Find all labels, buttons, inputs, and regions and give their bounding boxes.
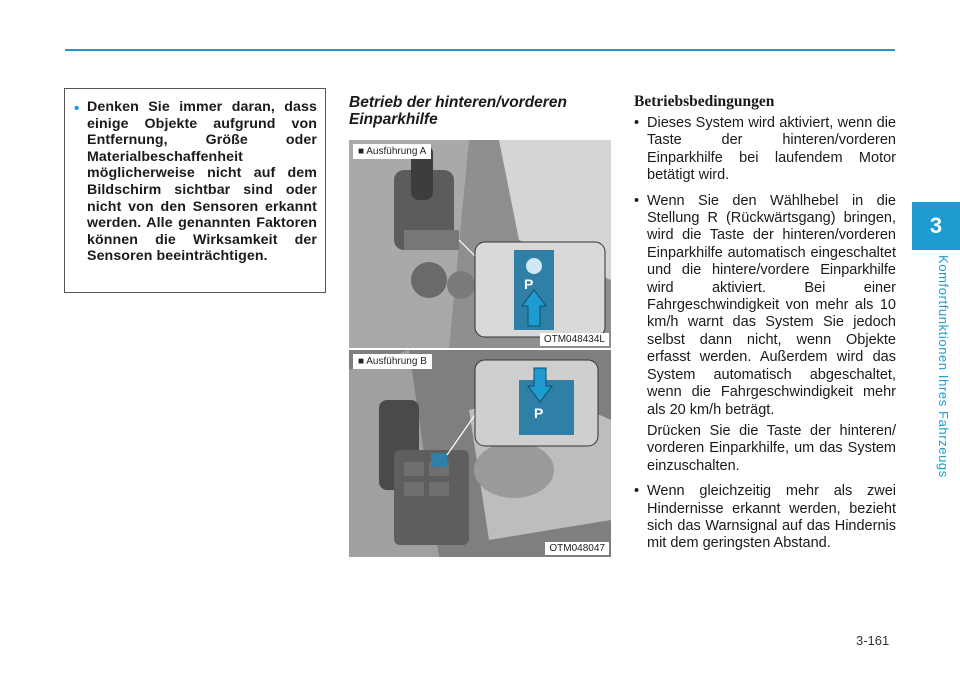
section-title: Betrieb der hinteren/vorderen Einparkhilfe [349,94,567,128]
photo-version-a [349,140,611,348]
page-number: 3-161 [856,633,890,648]
chapter-title: Komfortfunktionen Ihres Fahrzeugs [936,255,951,478]
conditions-heading: Betriebsbedingungen [634,93,775,110]
list-item-text: Wenn Sie den Wählhebel in die Stellung R (Rückwärtsgang) bringen, wird die Taste der hinteren/vorderen Einparkhilfe automatisch eingeschaltet und die hintere/vordere Einparkhilfe wird aktiviert. Bei einer Fahrgeschwindigkeit von mehr als 10 km/h warnt das System Sie jedoch selbst dann nicht, wenn Objekte erfasst werden. Außerdem wird das System automatisch abgeschaltet, wenn die Fahrgeschwindigkeit mehr als 20 km/h beträgt. [647,192,896,418]
warning-box [64,88,326,293]
list-item-paragraph: Drücken Sie die Taste der hinteren/ vorderen Einparkhilfe, um das System einzuschalten. [647,422,896,474]
list-item [634,483,896,553]
console-illustration-b [349,350,611,557]
bullet-icon: • [634,192,640,209]
caption-a: ■ Ausführung A [353,144,431,159]
list-item [634,193,896,419]
chapter-tab: 3 [912,202,960,250]
console-illustration-a [349,140,611,348]
bullet-icon: • [634,115,640,131]
list-item-text: Wenn gleichzeitig mehr als zwei Hindernisse erkannt werden, bezieht sich das Warnsignal auf das Hindernis mit dem geringsten Abstand. [647,483,896,552]
list-item [634,115,896,185]
warning-text: Denken Sie immer daran, dass einige Objekte aufgrund von Entfernung, Größe oder Materialbeschaffenheit möglicherweise nicht auf dem Bildschirm sichtbar sind oder nicht von den Sensoren erkannt werden. Alle genannten Faktoren können die Wirksamkeit der Sensoren beeinträchtigen. [87,99,317,265]
conditions-list [634,115,896,561]
park-button-label-b: P [534,405,544,421]
figure-code-a: OTM048434L [540,333,609,346]
top-rule [65,49,895,51]
list-item-text: Dieses System wird aktiviert, wenn die Taste der hinteren/vorderen Einparkhilfe bei laufendem Motor betätigt wird. [647,115,896,184]
park-button-label-a: P [524,276,534,292]
caption-b: ■ Ausführung B [353,354,432,369]
bullet-icon: • [634,483,640,500]
bullet-icon: • [74,100,80,117]
photo-version-b [349,350,611,557]
figure-code-b: OTM048047 [545,542,609,555]
